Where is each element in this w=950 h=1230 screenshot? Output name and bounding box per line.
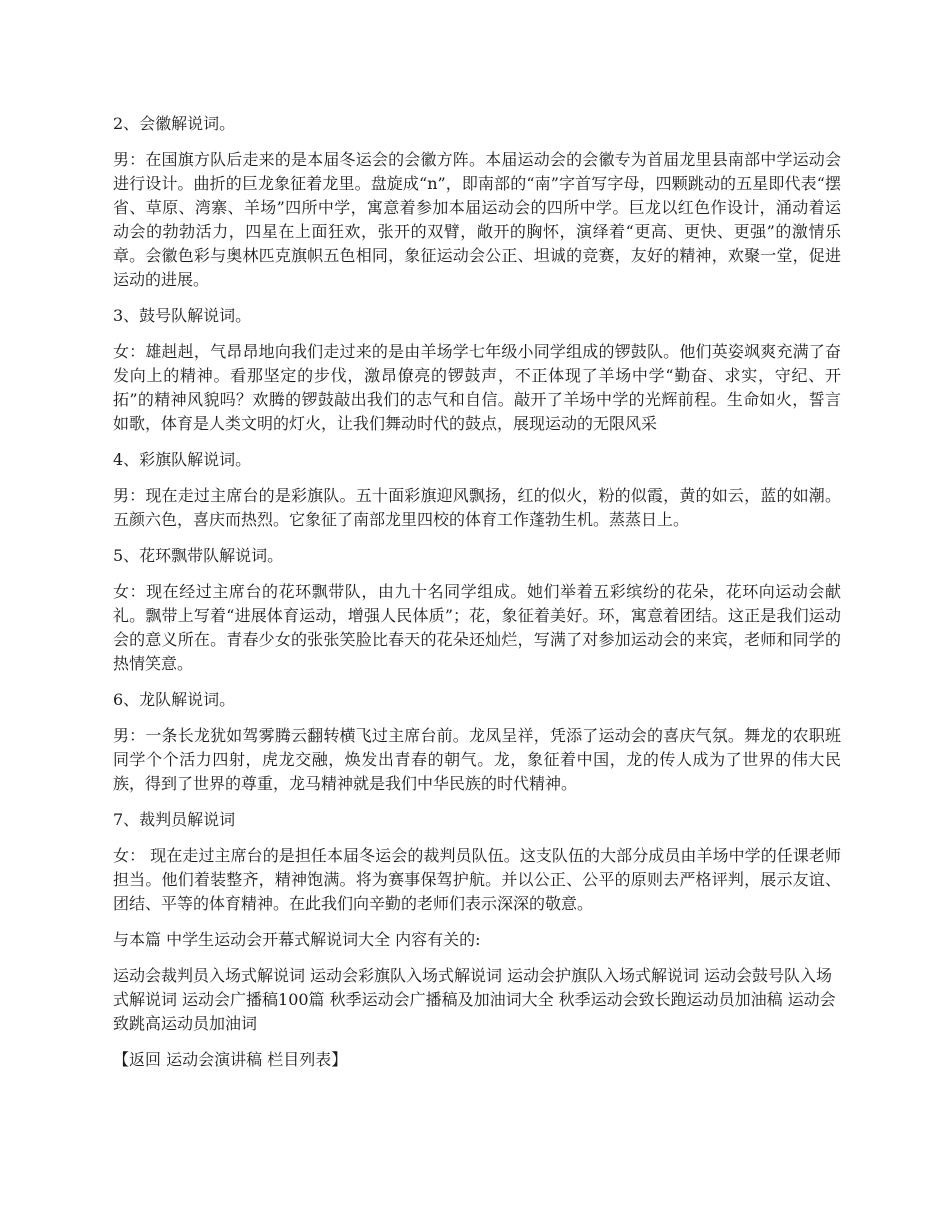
related-link[interactable]: 秋季运动会致长跑运动员加油稿 (558, 990, 783, 1009)
section-heading: 5、花环飘带队解说词。 (113, 546, 284, 565)
related-link[interactable]: 运动会致跳高运动员加油词 (113, 990, 836, 1033)
section-body: 女：现在经过主席台的花环飘带队，由九十名同学组成。她们举着五彩缤纷的花朵，花环向运动会献礼。飘带上写着“进展体育运动，增强人民体质”；花，象征着美好。环，寓意着团结。这正是我们运动会的意义所在。青春少女的张张笑脸比春天的花朵还灿烂，写满了对参加运动会的来宾，老师和同学的热情笑意。 (113, 582, 841, 673)
bracket-open: 【 (113, 1050, 130, 1069)
article (113, 112, 841, 1072)
section-heading: 3、鼓号队解说词。 (113, 306, 252, 325)
back-to-list (113, 1048, 841, 1072)
section-heading: 7、裁判员解说词 (113, 810, 236, 829)
related-link[interactable]: 运动会广播稿100篇 (182, 990, 325, 1009)
bracket-close: 】 (331, 1050, 348, 1069)
section-drum-band (113, 304, 841, 436)
section-emblem (113, 112, 841, 292)
section-body: 男：一条长龙犹如驾雾腾云翻转横飞过主席台前。龙凤呈祥，凭添了运动会的喜庆气氛。舞龙的农职班同学个个活力四射，虎龙交融，焕发出青春的朝气。龙，象征着中国，龙的传人成为了世界的伟大民族，得到了世界的尊重，龙马精神就是我们中华民族的时代精神。 (113, 726, 841, 793)
section-dragon-team (113, 688, 841, 796)
related-link[interactable]: 运动会彩旗队入场式解说词 (310, 966, 503, 985)
section-wreath-ribbon-team (113, 544, 841, 676)
related-link[interactable]: 运动会鼓号队入场式解说词 (113, 966, 833, 1009)
section-referees (113, 808, 841, 916)
related-link[interactable]: 运动会护旗队入场式解说词 (507, 966, 700, 985)
section-body: 男：在国旗方队后走来的是本届冬运会的会徽方阵。本届运动会的会徽专为首届龙里县南部中学运动会进行设计。曲折的巨龙象征着龙里。盘旋成“n”，即南部的“南”字首写字母，四颗跳动的五星即代表“摆省、草原、湾寨、羊场”四所中学，寓意着参加本届运动会的四所中学。巨龙以红色作设计，涌动着运动会的勃勃活力，四星在上面狂欢，张开的双臂，敞开的胸怀，演绎着“更高、更快、更强”的激情乐章。会徽色彩与奥林匹克旗帜五色相同，象征运动会公正、坦诚的竞赛，友好的精神，欢聚一堂，促进运动的进展。 (113, 150, 841, 289)
section-heading: 4、彩旗队解说词。 (113, 450, 252, 469)
related-articles-list (113, 964, 841, 1036)
section-body: 女： 现在走过主席台的是担任本届冬运会的裁判员队伍。这支队伍的大部分成员由羊场中学的任课老师担当。他们着装整齐，精神饱满。将为赛事保驾护航。并以公正、公平的原则去严格评判，展示友谊、团结、平等的体育精神。在此我们向辛勤的老师们表示深深的敬意。 (113, 846, 841, 913)
section-body: 男：现在走过主席台的是彩旗队。五十面彩旗迎风飘扬，红的似火，粉的似霞，黄的如云，蓝的如潮。五颜六色，喜庆而热烈。它象征了南部龙里四校的体育工作蓬勃生机。蒸蒸日上。 (113, 486, 841, 529)
back-to-list-link[interactable]: 返回 运动会演讲稿 栏目列表 (129, 1050, 332, 1069)
section-heading: 6、龙队解说词。 (113, 690, 236, 709)
related-articles-title: 与本篇 中学生运动会开幕式解说词大全 内容有关的: (113, 930, 481, 949)
section-heading: 2、会徽解说词。 (113, 114, 236, 133)
section-body: 女：雄赳赳，气昂昂地向我们走过来的是由羊场学七年级小同学组成的锣鼓队。他们英姿飒爽充满了奋发向上的精神。看那坚定的步伐，激昂僚亮的锣鼓声，不正体现了羊场中学“勤奋、求实，守纪、开拓”的精神风貌吗？欢腾的锣鼓敲出我们的志气和自信。敲开了羊场中学的光辉前程。生命如火，誓言如歌，体育是人类文明的灯火，让我们舞动时代的鼓点，展现运动的无限风采 (113, 342, 841, 433)
related-link[interactable]: 秋季运动会广播稿及加油词大全 (329, 990, 554, 1009)
related-link[interactable]: 运动会裁判员入场式解说词 (113, 966, 306, 985)
section-flag-team (113, 448, 841, 532)
